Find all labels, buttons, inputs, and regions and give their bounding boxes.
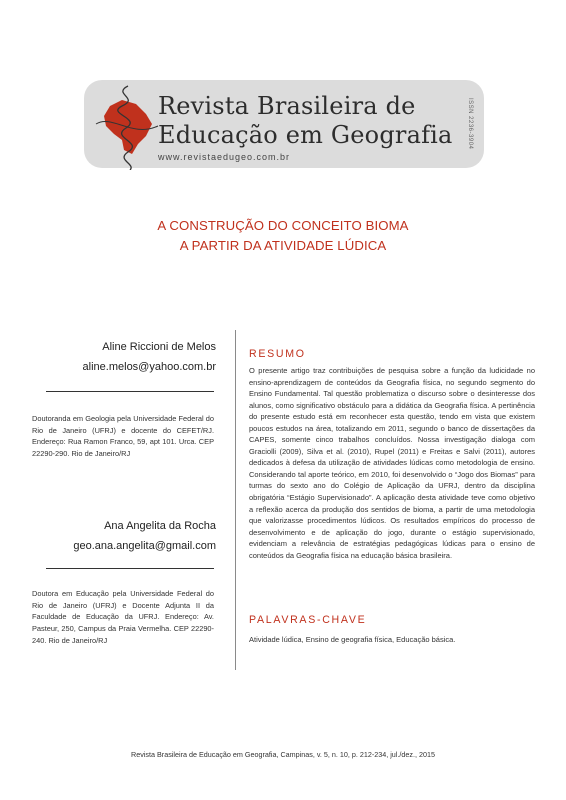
page-footer-citation: Revista Brasileira de Educação em Geografia, Campinas, v. 5, n. 10, p. 212-234, jul./dez., 2015 [131, 750, 435, 759]
abstract-text: O presente artigo traz contribuições de pesquisa sobre a função da ludicidade no ensino-aprendizagem de conteúdos da Geografia física, no segundo segmento do Ensino Fundamental. Tal questão problematiza o discurso sobre o desinteresse dos alunos, como significativo obstáculo para a didática da Geografia física. A pertinência do presente estudo está em reconhecer esta questão, tendo em vista que existem poucos estudos na área, totalizando em 2011, segundo o banco de dissertações da CAPES, somente cinco trabalhos concluídos. Nossa investigação dialoga com Graciolli (2009), Silva et al. (2010), Rupel (2011) e Freitas e Salvi (2011), autores dedicados à defesa da utilização de atividades lúdicas como metodologia de ensino. Considerando tal aporte teórico, em 2010, foi desenvolvido o “Jogo dos Biomas” para turmas do sexto ano do Colégio de Aplicação da UFRJ, dentro da disciplina obrigatória “Estágio Supervisionado”. A aplicação desta atividade teve como objetivo a reflexão acerca da produção dos sentidos de bioma, a partir de uma metodologia que valorizasse procedimentos lúdicos. Os resultados empíricos do processo de desenvolvimento e de aplicação do jogo, durante o estágio supervisionado, evidenciam a relevância de estratégias pedagógicas lúdicas para o ensino de conteúdos da Geografia física na educação básica brasileira. [249, 366, 535, 560]
journal-title-line2: Educação em Geografia [158, 121, 453, 149]
author-divider [46, 568, 214, 569]
keywords-text: Atividade lúdica, Ensino de geografia física, Educação básica. [249, 635, 456, 644]
author-affiliation: Doutora em Educação pela Universidade Federal do Rio de Janeiro (UFRJ) e Docente Adjunta II da Faculdade de Educação da UFRJ. Endereço: Av. Pasteur, 250, Campus da Praia Vermelha. CEP 22290-240. Rio de Janeiro/RJ [32, 589, 214, 645]
issn-label: ISSN 2236-3904 [467, 98, 473, 150]
column-divider [235, 330, 236, 670]
brazil-map-logo-icon [92, 84, 162, 170]
author-affiliation: Doutoranda em Geologia pela Universidade Federal do Rio de Janeiro (UFRJ) e docente do CEFET/RJ. Endereço: Rua Ramon Franco, 59, apt 101. Urca. CEP 22290-290. Rio de Janeiro/RJ [32, 414, 214, 459]
article-title-line2: A PARTIR DA ATIVIDADE LÚDICA [179, 238, 387, 253]
author-email: aline.melos@yahoo.com.br [82, 361, 216, 373]
author-email: geo.ana.angelita@gmail.com [73, 540, 216, 552]
author-name: Aline Riccioni de Melos [102, 341, 216, 353]
author-name: Ana Angelita da Rocha [104, 520, 216, 532]
author-divider [46, 391, 214, 392]
article-title-line1: A CONSTRUÇÃO DO CONCEITO BIOMA [157, 218, 409, 233]
keywords-heading: PALAVRAS-CHAVE [249, 614, 367, 626]
abstract-heading: RESUMO [249, 348, 306, 360]
journal-title-line1: Revista Brasileira de [158, 92, 416, 120]
journal-url: www.revistaedugeo.com.br [158, 152, 291, 162]
